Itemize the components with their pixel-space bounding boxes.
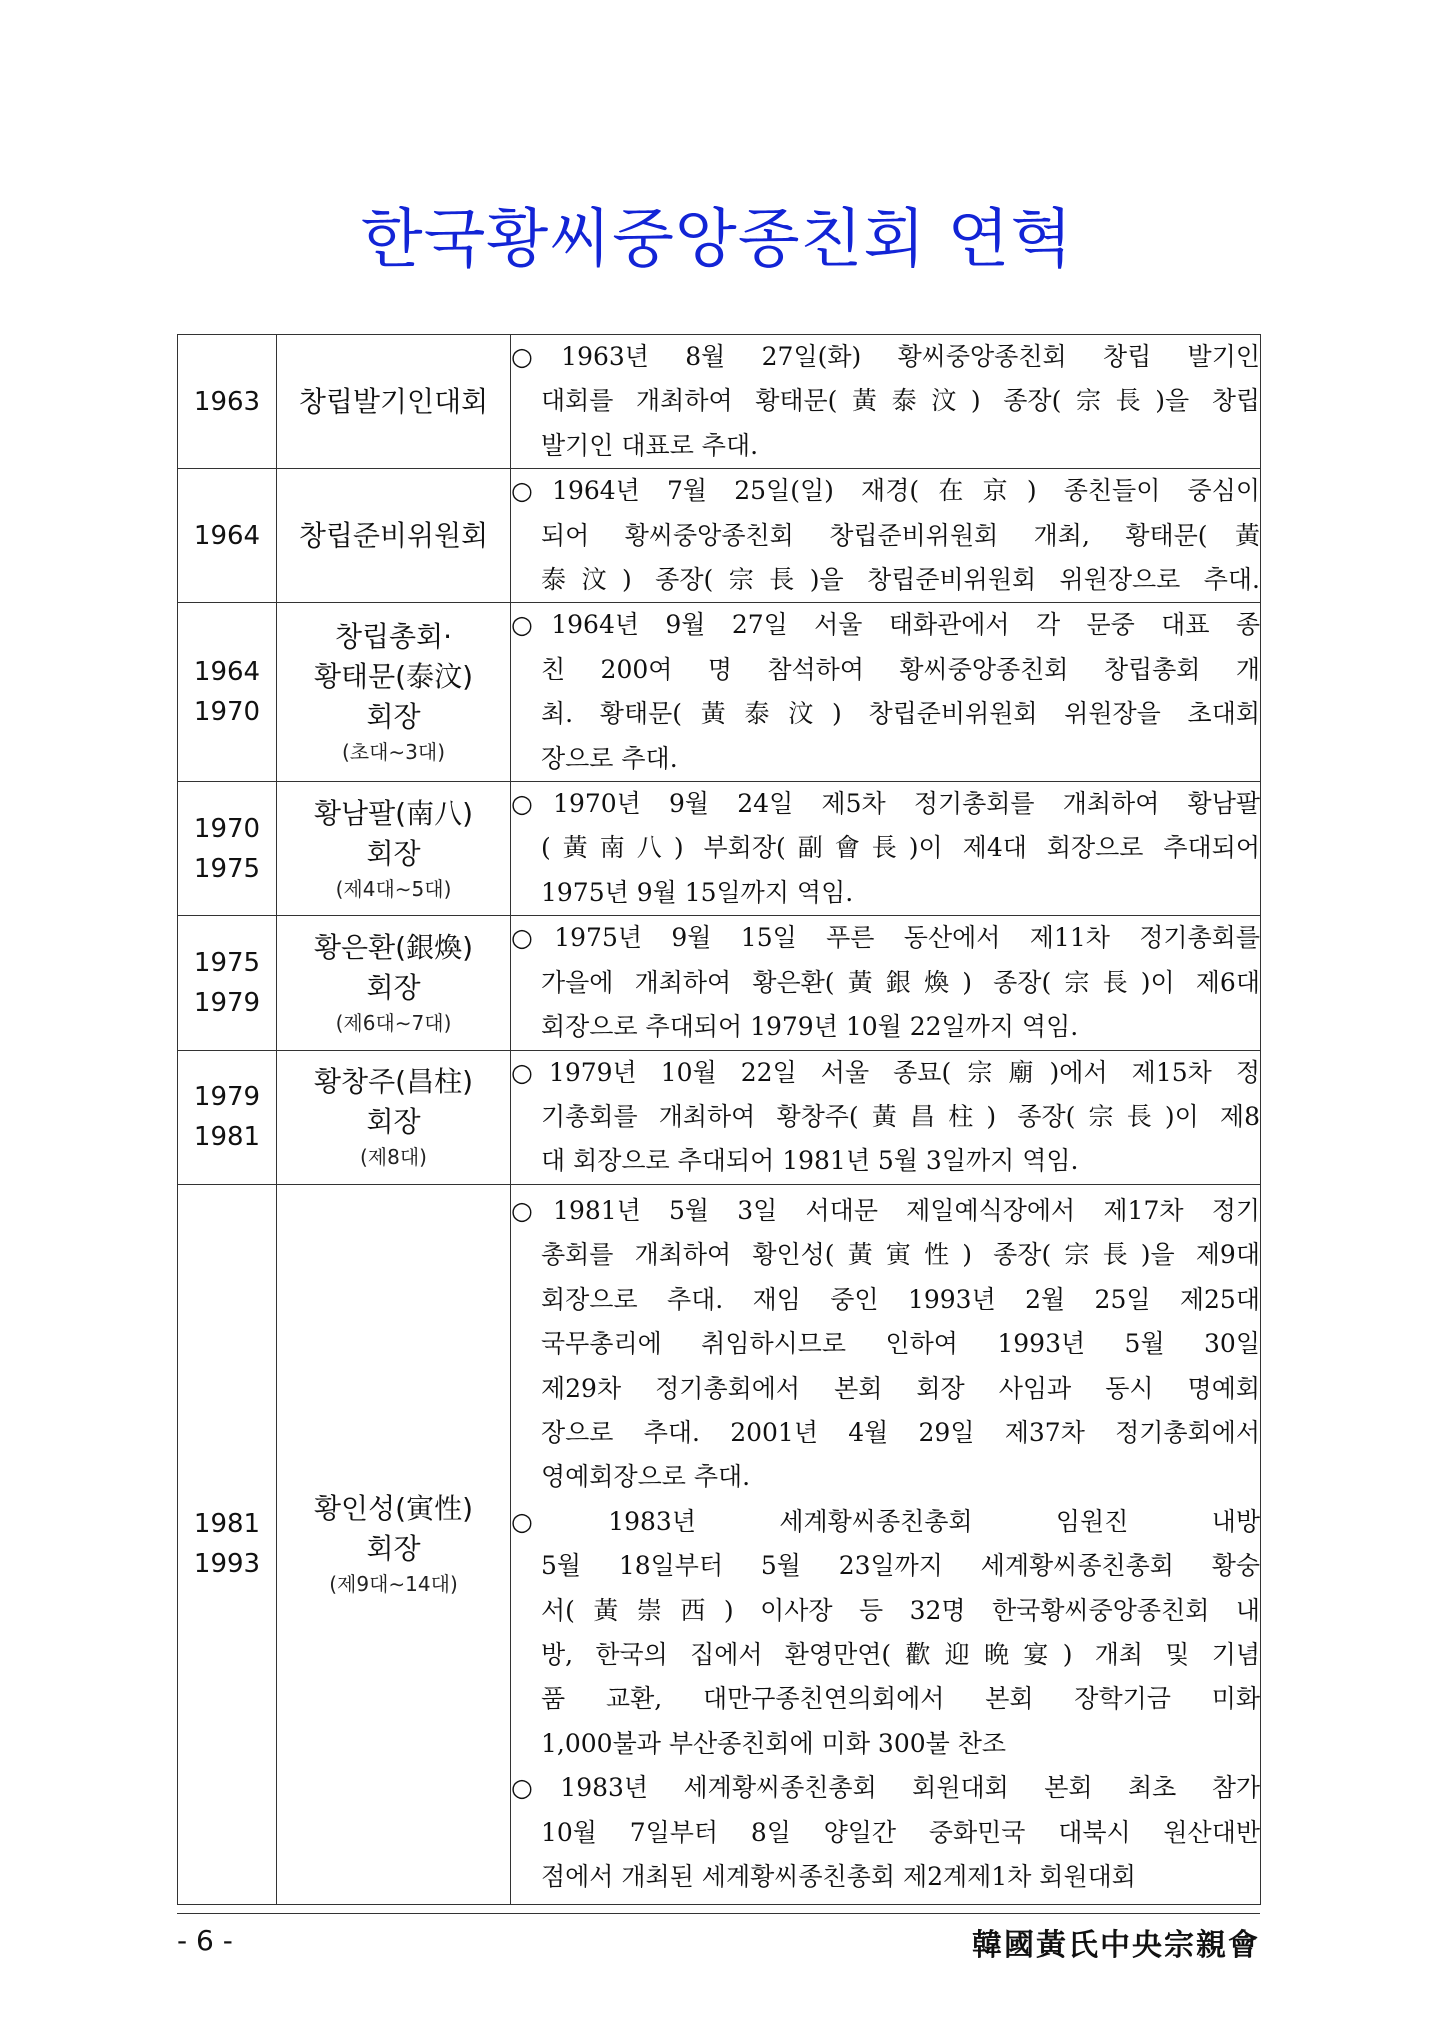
- description-cell: [511, 335, 1261, 469]
- description-line: 발기인 대표로 추대.: [541, 430, 759, 460]
- description-line: 회장으로 추대되어 1979년 10월 22일까지 역임.: [541, 1012, 1079, 1042]
- description-line: 대 회장으로 추대되어 1981년 5월 3일까지 역임.: [541, 1146, 1079, 1176]
- year-cell: [178, 782, 277, 916]
- event-text: 황태문(泰汶): [314, 660, 473, 694]
- description-cell: [511, 1184, 1261, 1904]
- term-text: (제8대): [360, 1145, 427, 1170]
- description-line: 방, 한국의 집에서 환영만연(歡迎晩宴) 개최 및 기념: [541, 1640, 1260, 1670]
- event-cell: [277, 335, 511, 469]
- event-text: 회장: [366, 1532, 421, 1566]
- description-line: 장으로 추대. 2001년 4월 29일 제37차 정기총회에서: [541, 1418, 1260, 1447]
- event-cell: [277, 782, 511, 916]
- table-row: [178, 469, 1261, 603]
- description-line: ○1979년 10월 22일 서울 종묘(宗廟)에서 제15차 정: [511, 1057, 1260, 1087]
- event-cell: [277, 1050, 511, 1184]
- description-line: ○1983년 세계황씨종친총회 임원진 내방: [511, 1506, 1260, 1536]
- description-line: 영예회장으로 추대.: [541, 1462, 751, 1492]
- year-text: 1979: [193, 1082, 261, 1113]
- description-line: 1975년 9월 15일까지 역임.: [541, 877, 854, 907]
- description-line: 점에서 개최된 세계황씨종친총회 제2계제1차 회원대회: [541, 1862, 1136, 1892]
- description-line: ○1983년 세계황씨종친총회 회원대회 본회 최초 참가: [511, 1773, 1260, 1803]
- footer-divider: [177, 1913, 1260, 1914]
- year-text: 1963: [193, 386, 261, 417]
- event-cell: [277, 916, 511, 1050]
- description-line: 되어 황씨중앙종친회 창립준비위원회 개최, 황태문(黃: [541, 520, 1260, 550]
- organization-name: 韓國黃氏中央宗親會: [972, 1928, 1260, 1963]
- year-text: 1970: [193, 813, 261, 844]
- event-text: 황창주(昌柱): [314, 1065, 473, 1099]
- description-line: 1,000불과 부산종친회에 미화 300불 찬조: [541, 1728, 1007, 1758]
- description-line: 가을에 개최하여 황은환(黃銀煥) 종장(宗長)이 제6대: [541, 967, 1260, 997]
- table-row: [178, 1184, 1261, 1904]
- description-line: 최. 황태문(黃泰汶) 창립준비위원회 위원장을 초대회: [541, 699, 1260, 729]
- description-line: ○1970년 9월 24일 제5차 정기총회를 개최하여 황남팔: [511, 789, 1260, 819]
- event-text: 창립준비위원회: [298, 518, 489, 552]
- event-text: 회장: [366, 970, 421, 1004]
- event-cell: [277, 469, 511, 603]
- year-cell: [178, 1050, 277, 1184]
- event-text: 회장: [366, 1105, 421, 1139]
- description-cell: [511, 1050, 1261, 1184]
- event-text: 황남팔(南八): [314, 796, 473, 830]
- year-cell: [178, 603, 277, 782]
- description-line: (黃南八) 부회장(副會長)이 제4대 회장으로 추대되어: [541, 833, 1260, 863]
- event-text: 회장: [366, 836, 421, 870]
- term-text: (초대∼3대): [341, 740, 446, 765]
- year-cell: [178, 469, 277, 603]
- description-cell: [511, 782, 1261, 916]
- year-text: 1979: [193, 987, 261, 1018]
- description-cell: [511, 469, 1261, 603]
- description-line: ○1981년 5월 3일 서대문 제일예식장에서 제17차 정기: [511, 1195, 1260, 1225]
- page-title: 한국황씨중앙종친회 연혁: [360, 203, 1074, 277]
- year-text: 1964: [193, 520, 261, 551]
- description-line: 국무총리에 취임하시므로 인하여 1993년 5월 30일: [541, 1329, 1260, 1359]
- description-line: 총회를 개최하여 황인성(黃寅性) 종장(宗長)을 제9대: [541, 1240, 1260, 1270]
- term-text: (제4대∼5대): [335, 876, 452, 901]
- event-text: 회장: [366, 700, 421, 734]
- table-row: [178, 782, 1261, 916]
- year-text: 1975: [193, 853, 261, 884]
- table-row: [178, 603, 1261, 782]
- description-line: 대회를 개최하여 황태문(黃泰汶) 종장(宗長)을 창립: [541, 386, 1260, 416]
- description-line: 품 교환, 대만구종친연의회에서 본회 장학기금 미화: [541, 1684, 1260, 1714]
- description-line: 제29차 정기총회에서 본회 회장 사임과 동시 명예회: [541, 1373, 1260, 1403]
- description-line: ○1975년 9월 15일 푸른 동산에서 제11차 정기총회를: [511, 923, 1260, 953]
- description-line: 10월 7일부터 8일 양일간 중화민국 대북시 원산대반: [541, 1817, 1260, 1847]
- description-cell: [511, 603, 1261, 782]
- year-text: 1964: [193, 657, 261, 688]
- year-text: 1993: [193, 1549, 261, 1580]
- table-row: [178, 335, 1261, 469]
- year-cell: [178, 1184, 277, 1904]
- table-row: [178, 916, 1261, 1050]
- year-text: 1975: [193, 947, 261, 978]
- description-line: 5월 18일부터 5월 23일까지 세계황씨종친총회 황숭: [541, 1551, 1260, 1581]
- description-line: 친 200여 명 참석하여 황씨중앙종친회 창립총회 개: [541, 654, 1260, 684]
- year-text: 1981: [193, 1509, 261, 1540]
- event-text: 창립총회·: [334, 620, 453, 654]
- description-line: 장으로 추대.: [541, 743, 678, 773]
- description-line: 기총회를 개최하여 황창주(黃昌柱) 종장(宗長)이 제8: [541, 1101, 1260, 1131]
- description-line: ○1963년 8월 27일(화) 황씨중앙종친회 창립 발기인: [511, 342, 1260, 371]
- year-cell: [178, 335, 277, 469]
- year-text: 1970: [193, 697, 261, 728]
- year-text: 1981: [193, 1122, 261, 1153]
- event-cell: [277, 1184, 511, 1904]
- history-table: [177, 334, 1261, 1905]
- event-cell: [277, 603, 511, 782]
- event-text: 창립발기인대회: [298, 384, 489, 418]
- term-text: (제6대∼7대): [335, 1010, 452, 1035]
- description-line: 회장으로 추대. 재임 중인 1993년 2월 25일 제25대: [541, 1284, 1260, 1314]
- year-cell: [178, 916, 277, 1050]
- description-cell: [511, 916, 1261, 1050]
- event-text: 황은환(銀煥): [314, 930, 473, 964]
- description-line: 서(黃崇西) 이사장 등 32명 한국황씨중앙종친회 내: [541, 1595, 1260, 1625]
- description-line: 泰汶) 종장(宗長)을 창립준비위원회 위원장으로 추대.: [541, 565, 1260, 595]
- table-row: [178, 1050, 1261, 1184]
- event-text: 황인성(寅性): [314, 1492, 473, 1526]
- description-line: ○1964년 7월 25일(일) 재경(在京) 종친들이 중심이: [511, 476, 1260, 506]
- term-text: (제9대∼14대): [329, 1572, 458, 1597]
- page-number: - 6 -: [177, 1924, 233, 1957]
- description-line: ○1964년 9월 27일 서울 태화관에서 각 문중 대표 종: [511, 610, 1260, 640]
